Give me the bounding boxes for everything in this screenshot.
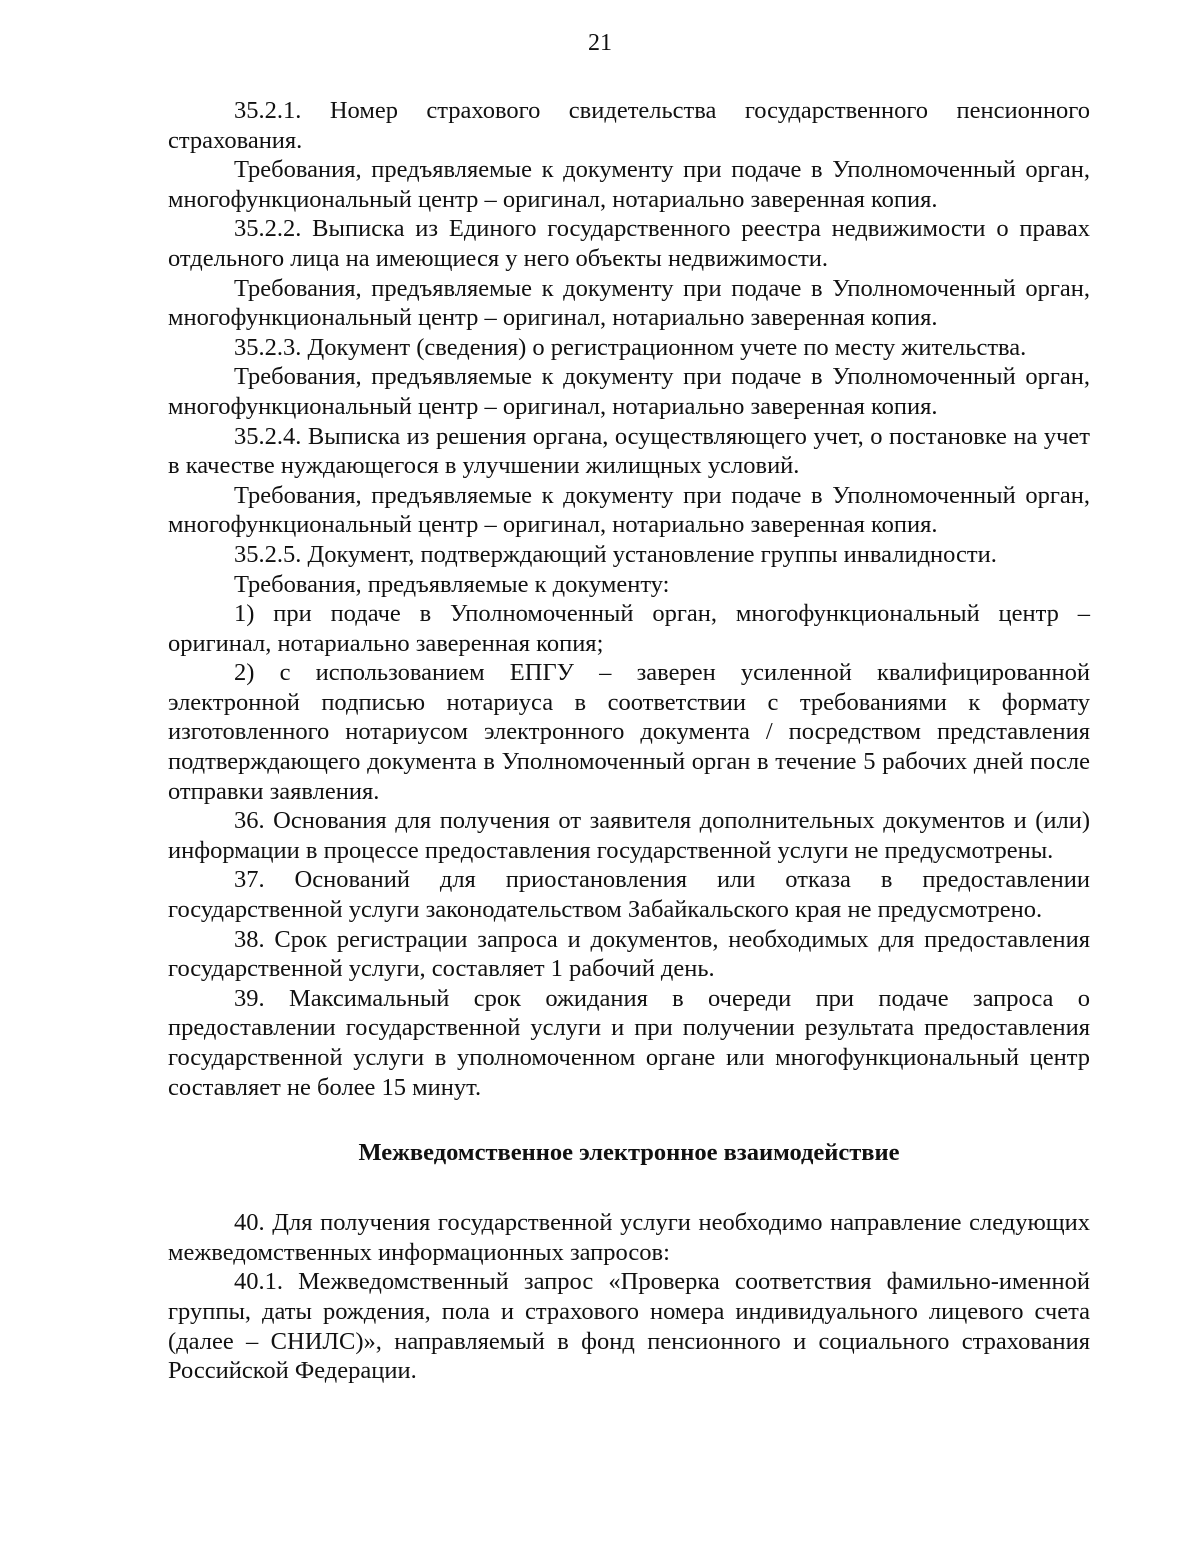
paragraph-35-2-2: 35.2.2. Выписка из Единого государственного реестра недвижимости о правах отдельного лица на имеющиеся у него объекты недвижимости.	[168, 215, 1090, 272]
paragraph-requirements: Требования, предъявляемые к документу при подаче в Уполномоченный орган, многофункциональный центр – оригинал, нотариально заверенная копия.	[168, 363, 1090, 420]
paragraph-35-2-1: 35.2.1. Номер страхового свидетельства государственного пенсионного страхования.	[168, 97, 1090, 154]
paragraph-40: 40. Для получения государственной услуги необходимо направление следующих межведомственных информационных запросов:	[168, 1209, 1090, 1266]
list-item-2: 2) с использованием ЕПГУ – заверен усиленной квалифицированной электронной подписью нотариуса в соответствии с требованиями к формату изготовленного нотариусом электронного документа / посредством представления подтверждающего документа в Уполномоченный орган в течение 5 рабочих дней после отправки заявления.	[168, 659, 1090, 805]
paragraph-requirements: Требования, предъявляемые к документу при подаче в Уполномоченный орган, многофункциональный центр – оригинал, нотариально заверенная копия.	[168, 481, 1090, 539]
paragraph-requirements: Требования, предъявляемые к документу при подаче в Уполномоченный орган, многофункциональный центр – оригинал, нотариально заверенная копия.	[168, 156, 1090, 213]
paragraph-40-1: 40.1. Межведомственный запрос «Проверка соответствия фамильно-именной группы, даты рождения, пола и страхового номера индивидуального лицевого счета (далее – СНИЛС)», направляемый в фонд пенсионного и социального страхования Российской Федерации.	[168, 1268, 1090, 1385]
paragraph-requirements-intro: Требования, предъявляемые к документу:	[234, 570, 670, 598]
paragraph-37: 37. Оснований для приостановления или отказа в предоставлении государственной услуги законодательством Забайкальского края не предусмотрено.	[168, 866, 1090, 924]
paragraph-39: 39. Максимальный срок ожидания в очереди при подаче запроса о предоставлении государственной услуги и при получении результата предоставления государственной услуги в уполномоченном органе или многофункциональный центр составляет не более 15 минут.	[168, 984, 1090, 1101]
page-number: 21	[588, 30, 612, 56]
paragraph-35-2-3: 35.2.3. Документ (сведения) о регистрационном учете по месту жительства.	[234, 333, 1027, 361]
document-body	[168, 96, 1090, 1386]
list-item-1: 1) при подаче в Уполномоченный орган, многофункциональный центр – оригинал, нотариально заверенная копия;	[168, 600, 1090, 657]
paragraph-35-2-5: 35.2.5. Документ, подтверждающий установление группы инвалидности.	[234, 540, 997, 568]
paragraph-requirements: Требования, предъявляемые к документу при подаче в Уполномоченный орган, многофункциональный центр – оригинал, нотариально заверенная копия.	[168, 274, 1090, 332]
section-heading: Межведомственное электронное взаимодействие	[358, 1139, 900, 1167]
paragraph-38: 38. Срок регистрации запроса и документов, необходимых для предоставления государственной услуги, составляет 1 рабочий день.	[168, 925, 1090, 983]
paragraph-36: 36. Основания для получения от заявителя дополнительных документов и (или) информации в процессе предоставления государственной услуги не предусмотрены.	[168, 807, 1090, 864]
paragraph-35-2-4: 35.2.4. Выписка из решения органа, осуществляющего учет, о постановке на учет в качестве нуждающегося в улучшении жилищных условий.	[168, 422, 1090, 480]
